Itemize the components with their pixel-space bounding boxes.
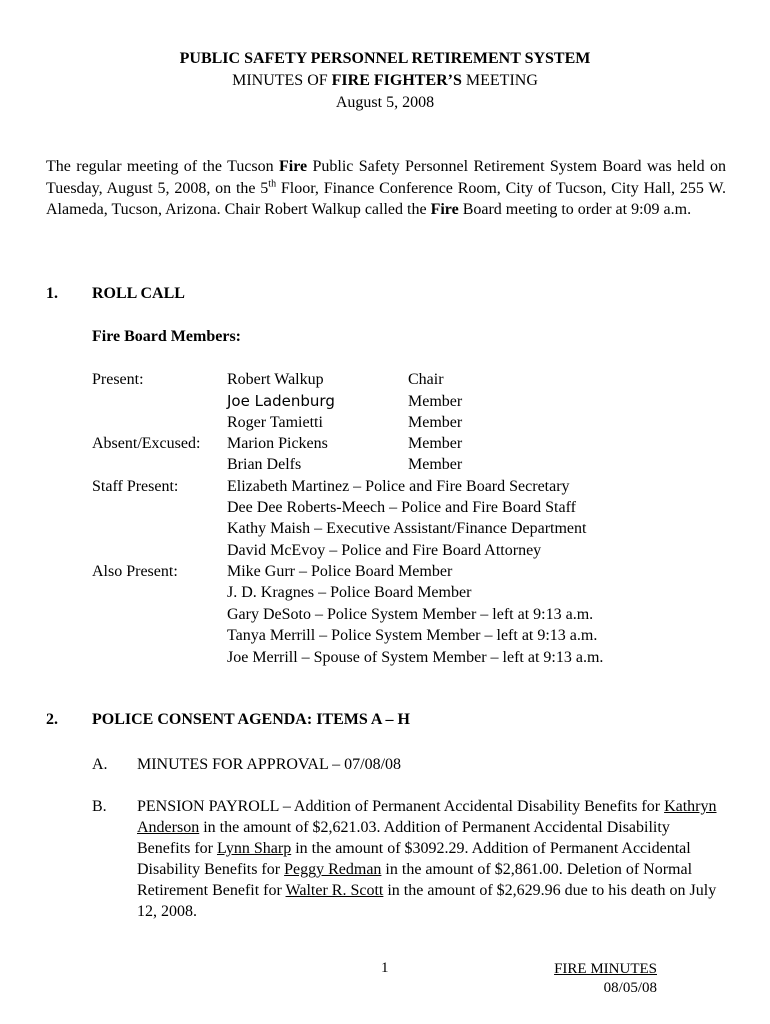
section-2-title: POLICE CONSENT AGENDA: ITEMS A – H bbox=[92, 711, 410, 728]
item-a-text: MINUTES FOR APPROVAL – 07/08/08 bbox=[137, 756, 402, 773]
beneficiary-name: Walter R. Scott bbox=[285, 882, 384, 899]
staff-entry: David McEvoy – Police and Fire Board Attorney bbox=[227, 542, 542, 559]
meeting-date: August 5, 2008 bbox=[335, 94, 435, 111]
item-b-paragraph: PENSION PAYROLL – Addition of Permanent Accidental Disability Benefits for Kathryn Anderson in the amount of $2,621.03. Addition of Permanent Accidental Disability Benefits for Lynn Sharp in the amount of $3092.29. Addition of Permanent Accidental Disability Benefits for Peggy Redman in the amount of $2,861.00. Deletion of Normal Retirement Benefit for Walter R. Scott in the amount of $2,629.96 due to his death on July 12, 2008. bbox=[137, 798, 717, 920]
page-number: 1 bbox=[381, 960, 389, 976]
member-name: Joe Ladenburg bbox=[227, 392, 335, 410]
attendee-entry: J. D. Kragnes – Police Board Member bbox=[227, 584, 472, 601]
member-role: Member bbox=[408, 435, 463, 452]
staff-entry: Elizabeth Martinez – Police and Fire Board Secretary bbox=[227, 478, 570, 495]
fire-board-members-heading: Fire Board Members: bbox=[92, 328, 241, 345]
staff-entry: Kathy Maish – Executive Assistant/Finance Department bbox=[227, 520, 587, 537]
attendee-entry: Tanya Merrill – Police System Member – left at 9:13 a.m. bbox=[227, 627, 598, 644]
section-1-number: 1. bbox=[46, 285, 58, 302]
member-role: Chair bbox=[408, 371, 444, 388]
member-name: Roger Tamietti bbox=[227, 414, 323, 431]
staff-present-label: Staff Present: bbox=[92, 478, 179, 495]
document-title: PUBLIC SAFETY PERSONNEL RETIREMENT SYSTEM bbox=[179, 50, 591, 67]
beneficiary-name: Peggy Redman bbox=[284, 861, 382, 878]
member-name: Robert Walkup bbox=[227, 371, 324, 388]
attendee-entry: Gary DeSoto – Police System Member – left at 9:13 a.m. bbox=[227, 606, 594, 623]
staff-entry: Dee Dee Roberts-Meech – Police and Fire Board Staff bbox=[227, 499, 576, 516]
section-2-number: 2. bbox=[46, 711, 58, 728]
document-subtitle: MINUTES OF FIRE FIGHTER’S MEETING bbox=[232, 72, 538, 89]
member-name: Brian Delfs bbox=[227, 456, 302, 473]
absent-label: Absent/Excused: bbox=[92, 435, 201, 452]
beneficiary-name: Kathryn Anderson bbox=[137, 798, 717, 836]
member-role: Member bbox=[408, 414, 463, 431]
footer-label: FIRE MINUTES bbox=[554, 961, 657, 977]
member-role: Member bbox=[408, 393, 463, 410]
member-role: Member bbox=[408, 456, 463, 473]
attendee-entry: Mike Gurr – Police Board Member bbox=[227, 563, 453, 580]
item-b-letter: B. bbox=[92, 798, 107, 815]
section-1-title: ROLL CALL bbox=[92, 285, 185, 302]
item-a-letter: A. bbox=[92, 756, 108, 773]
also-present-label: Also Present: bbox=[92, 563, 178, 580]
footer-date: 08/05/08 bbox=[603, 980, 657, 996]
attendee-entry: Joe Merrill – Spouse of System Member – left at 9:13 a.m. bbox=[227, 649, 604, 666]
present-label: Present: bbox=[92, 371, 144, 388]
member-name: Marion Pickens bbox=[227, 435, 328, 452]
intro-paragraph: The regular meeting of the Tucson Fire Public Safety Personnel Retirement System Board was held on Tuesday, August 5, 2008, on the 5th Floor, Finance Conference Room, City of Tucson, City Hall, 255 W. Alameda, Tucson, Arizona. Chair Robert Walkup called the Fire Board meeting to order at 9:09 a.m. bbox=[46, 158, 727, 218]
beneficiary-name: Lynn Sharp bbox=[216, 840, 292, 857]
